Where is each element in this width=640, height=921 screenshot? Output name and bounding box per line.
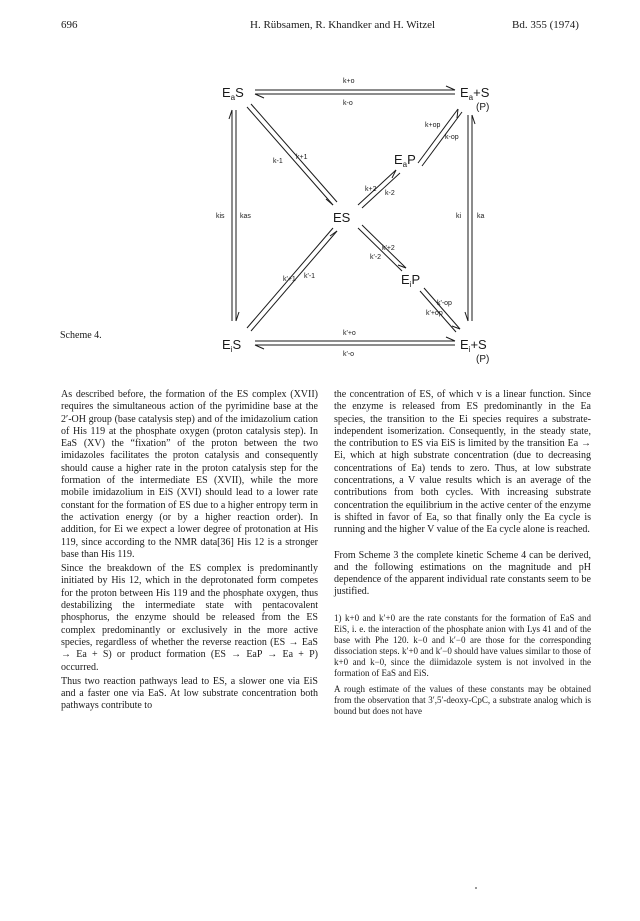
rate-top-forward: k+o [343,78,355,85]
page-number: 696 [61,19,78,31]
rate-ur-a: k+op [425,122,441,129]
species-eis: $E_iS$ [222,337,242,354]
paragraph: From Scheme 3 the complete kinetic Scheme 4 can be derived, and the following estimations on the magnitude and pH dependence of the apparent individual rate constants seem to be justified. [334,549,591,598]
arrow-es-eip-a [358,228,402,271]
species-es: ES [333,210,351,225]
arrow-eas-es-b [251,104,337,202]
arrowhead-top [446,86,455,90]
rate-lr-a: k'-op [437,300,452,307]
rate-ul-b: k+1 [296,154,308,161]
rate-bottom-forward: k'+o [343,330,356,337]
paragraph: Thus two reaction pathways lead to ES, a slower one via EiS and a faster one via EaS. At low substrate concentration both pathways contribute to [61,675,318,712]
rate-ll-a: k'+1 [283,276,296,283]
rate-lr-b: k'+op [426,310,443,317]
arrow-eas-es-a [247,107,333,205]
paragraph: Since the breakdown of the ES complex is predominantly initiated by His 12, which in the deprotonated form competes for the proton between His 119 and the phosphate oxygen, thus destabilizing the intermediate state with pentacovalent phosphorus, the enzyme should be released from the ES complex predominantly or exclusively in the more active species, regardless of whether the reverse reaction (ES → EaS → Ea + S) or product formation (ES → EaP → Ea + P) occurred. [61,563,318,673]
footnote-paragraph: A rough estimate of the values of these constants may be obtained from the observation that 3′,5′-deoxy-CpC, a substrate analog which is bound but does not have [334,683,591,716]
rate-eip-b: k'-2 [370,254,382,261]
paragraph: As described before, the formation of the ES complex (XVII) requires the simultaneous action of the pyrimidine base at the 2′-OH group (base catalysis step) and of the imidazolium cation of His 119 at the phosphate oxygen (proton catalysis step). In EaS (XV) the “fixation” of the proton between the two imidazoles facilitates the proton catalysis and consequently should cause a higher rate in the proton catalysis step for the formation of the intermediate ES (XVII), while the more mobile imidazolium in EiS (XVI) should lead to a lower rate constant for the formation of ES due to a higher entropy term in the activation energy (or by a higher reaction order). In addition, for Ei we expect a lower degree of protonation at His 119, since according to the NMR data[36] His 12 is a stronger base than His 119. [61,389,318,560]
paragraph: the concentration of ES, of which v is a linear function. Since the enzyme is released from ES predominantly in the Ea species, the transition to the Ei species requires a substrate-independent isomerization. Consequently, in the steady state, the contribution to ES via EiS is limited by the transition Ea → Ei, which at high substrate concentration (due to decreasing concentrations of Ea) tends to zero. Thus, at low substrate concentrations, a V value results which is an average of the contributions from both cycles. With increasing substrate concentration the equilibrium in the active center of the enzyme is shifted in favor of Ea, so that finally only the Ea cycle is running and the higher V value of the Ea cycle alone is reached. [334,389,591,536]
footnote-paragraph: 1) k+0 and k′+0 are the rate constants for the formation of EaS and EiS, i. e. the interaction of the phosphate anion with Lys 41 and of the base with Phe 120. k−0 and k′−0 are those for the corresponding dissociation steps. k′+0 and k′−0 should have values similar to those of k+0 and k−0, since the diimidazole system is not involved in the formation of EaS and EiS. [334,612,591,678]
kinetic-scheme-diagram [0,45,640,375]
rate-eip-a: k'+2 [382,245,395,252]
rate-top-reverse: k-o [343,100,353,107]
species-ei-plus-s: $E_i+S$ [460,337,487,354]
species-eas: $E_aS$ [222,85,244,102]
arrow-eip-ei-b [424,288,460,329]
page-mark [475,887,477,889]
arrowhead-bottom [446,337,455,341]
species-ea-plus-s: $E_a+S$ [460,85,490,102]
rate-ul-a: k-1 [273,158,283,165]
rate-left-b: kas [240,213,251,220]
rate-right-b: ka [477,213,485,220]
journal-volume: Bd. 355 (1974) [512,19,579,31]
species-eip: $E_iP$ [401,272,421,289]
species-eap: $E_aP$ [394,152,416,169]
page-header [0,0,640,40]
arrowhead-top-rev [255,94,264,98]
rate-left-a: kis [216,213,225,220]
rate-eap-b: k-2 [385,190,395,197]
species-ea-product: (P) [476,102,490,113]
rate-eap-a: k+2 [365,186,377,193]
arrow-es-eap-a [358,170,396,205]
arrowhead-bottom-rev [255,345,264,349]
scheme-caption: Scheme 4. [60,330,102,341]
arrowhead-eas-es [326,199,333,205]
rate-ur-b: k-op [445,134,459,141]
left-column [61,389,318,713]
rate-bottom-reverse: k'-o [343,351,355,358]
rate-right-a: ki [456,213,462,220]
right-column [334,389,591,717]
running-head-authors: H. Rübsamen, R. Khandker and H. Witzel [250,19,436,31]
rate-ll-b: k'-1 [304,273,316,280]
species-ei-product: (P) [476,354,490,365]
